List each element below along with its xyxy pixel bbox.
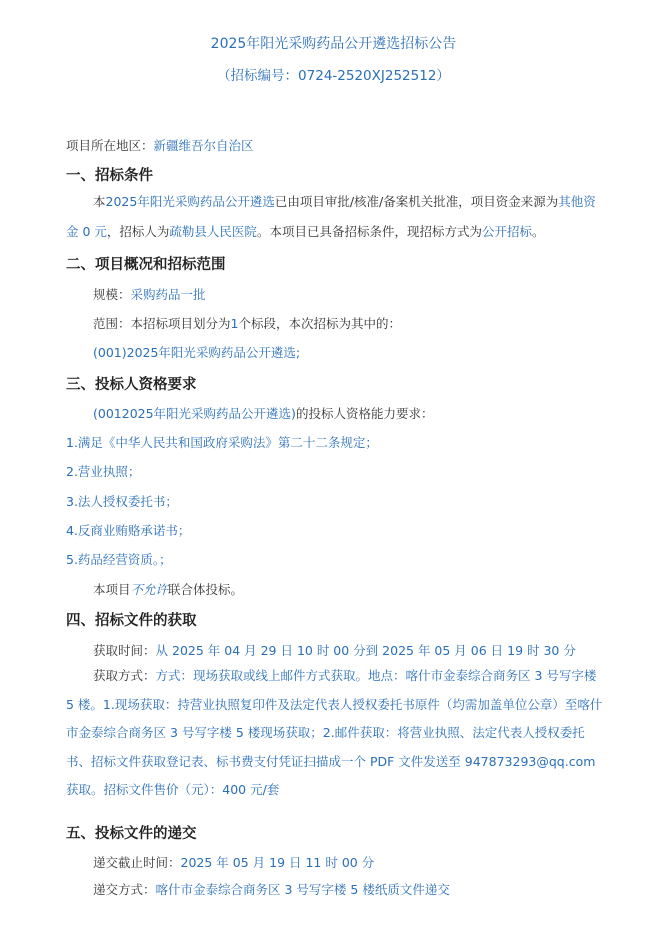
range-line: 范围：本招标项目划分为1个标段，本次招标为其中的： (93, 316, 401, 331)
tender-number: （招标编号：0724-2520XJ252512） (217, 68, 450, 84)
section-heading-4: 四、招标文件的获取 (66, 613, 197, 629)
submission-method: 喀什市金泰综合商务区 3 号写字楼 5 楼纸质文件递交 (155, 882, 450, 897)
acquire-time-line: 获取时间：从 2025 年 04 月 29 日 10 时 00 分到 2025 年 05 月 06 日 19 时 30 分 (93, 643, 576, 658)
requirement-4: 4.反商业贿赂承诺书； (66, 523, 191, 538)
scale-value: 采购药品一批 (130, 287, 206, 302)
scale-line: 规模：采购药品一批 (93, 287, 206, 302)
qualification-intro: (0012025年阳光采购药品公开遴选)的投标人资格能力要求： (93, 406, 434, 421)
location-value: 新疆维吾尔自治区 (153, 138, 254, 153)
qualification-lot: (0012025年阳光采购药品公开遴选) (93, 406, 296, 421)
acquire-time: 从 2025 年 04 月 29 日 10 时 00 分到 2025 年 05 月 06 日 19 时 30 分 (155, 643, 576, 658)
lot-count: 1 (230, 316, 239, 331)
acquire-method: 方式：现场获取或线上邮件方式获取。地点：喀什市金泰综合商务区 3 号写字楼 5 楼。1.现场获取：持营业执照复印件及法定代表人授权委托书原件（均需加盖单位公章）至喀什市金泰综合商务区 3 号写字楼 5 楼现场获取；2.邮件获取：将营业执照、法定代表人授权委托书、招标文件获取登记表、标书费支付凭证扫描成一个 PDF 文件发送至 947873293@qq.com 获取。招标文件售价（元）：400 元/套 (66, 668, 603, 797)
requirement-1: 1.满足《中华人民共和国政府采购法》第二十二条规定； (66, 435, 378, 450)
acquire-method-paragraph: 获取方式：方式：现场获取或线上邮件方式获取。地点：喀什市金泰综合商务区 3 号写字楼 5 楼。1.现场获取：持营业执照复印件及法定代表人授权委托书原件（均需加盖单位公章）至喀什市金泰综合商务区 3 号写字楼 5 楼现场获取；2.邮件获取：将营业执照、法定代表人授权委托书、招标文件获取登记表、标书费支付凭证扫描成一个 PDF 文件发送至 947873293@qq.com 获取。招标文件售价（元）：400 元/套 (66, 668, 603, 797)
requirement-2: 2.营业执照； (66, 464, 141, 479)
fund-source: 其他资金 0 元 (66, 194, 596, 239)
project-name: 2025年阳光采购药品公开遴选 (105, 194, 275, 209)
page-title: 2025年阳光采购药品公开遴选招标公告 (210, 36, 457, 52)
section-heading-2: 二、项目概况和招标范围 (66, 257, 226, 273)
requirement-5: 5.药品经营资质。； (66, 552, 172, 567)
location-label: 项目所在地区： (66, 138, 154, 153)
section-heading-3: 三、投标人资格要求 (66, 377, 197, 393)
section-heading-5: 五、投标文件的递交 (66, 826, 197, 842)
lot-item: (001)2025年阳光采购药品公开遴选; (93, 345, 301, 360)
section-1-paragraph: 本2025年阳光采购药品公开遴选已由项目审批/核准/备案机关批准，项目资金来源为其他资金 0 元，招标人为疏勒县人民医院。本项目已具备招标条件，现招标方式为公开招标。 (66, 194, 596, 239)
tenderee: 疏勒县人民医院 (169, 224, 257, 239)
deadline-line: 递交截止时间：2025 年 05 月 19 日 11 时 00 分 (93, 855, 375, 870)
requirement-3: 3.法人授权委托书； (66, 494, 178, 509)
submission-method-line: 递交方式：喀什市金泰综合商务区 3 号写字楼 5 楼纸质文件递交 (93, 882, 450, 897)
consortium-line: 本项目不允许联合体投标。 (93, 582, 244, 597)
submission-deadline: 2025 年 05 月 19 日 11 时 00 分 (180, 855, 375, 870)
section-heading-1: 一、招标条件 (66, 168, 153, 184)
consortium-status: 不允许 (130, 582, 169, 597)
tender-method: 公开招标 (481, 224, 532, 239)
project-location (66, 136, 254, 154)
